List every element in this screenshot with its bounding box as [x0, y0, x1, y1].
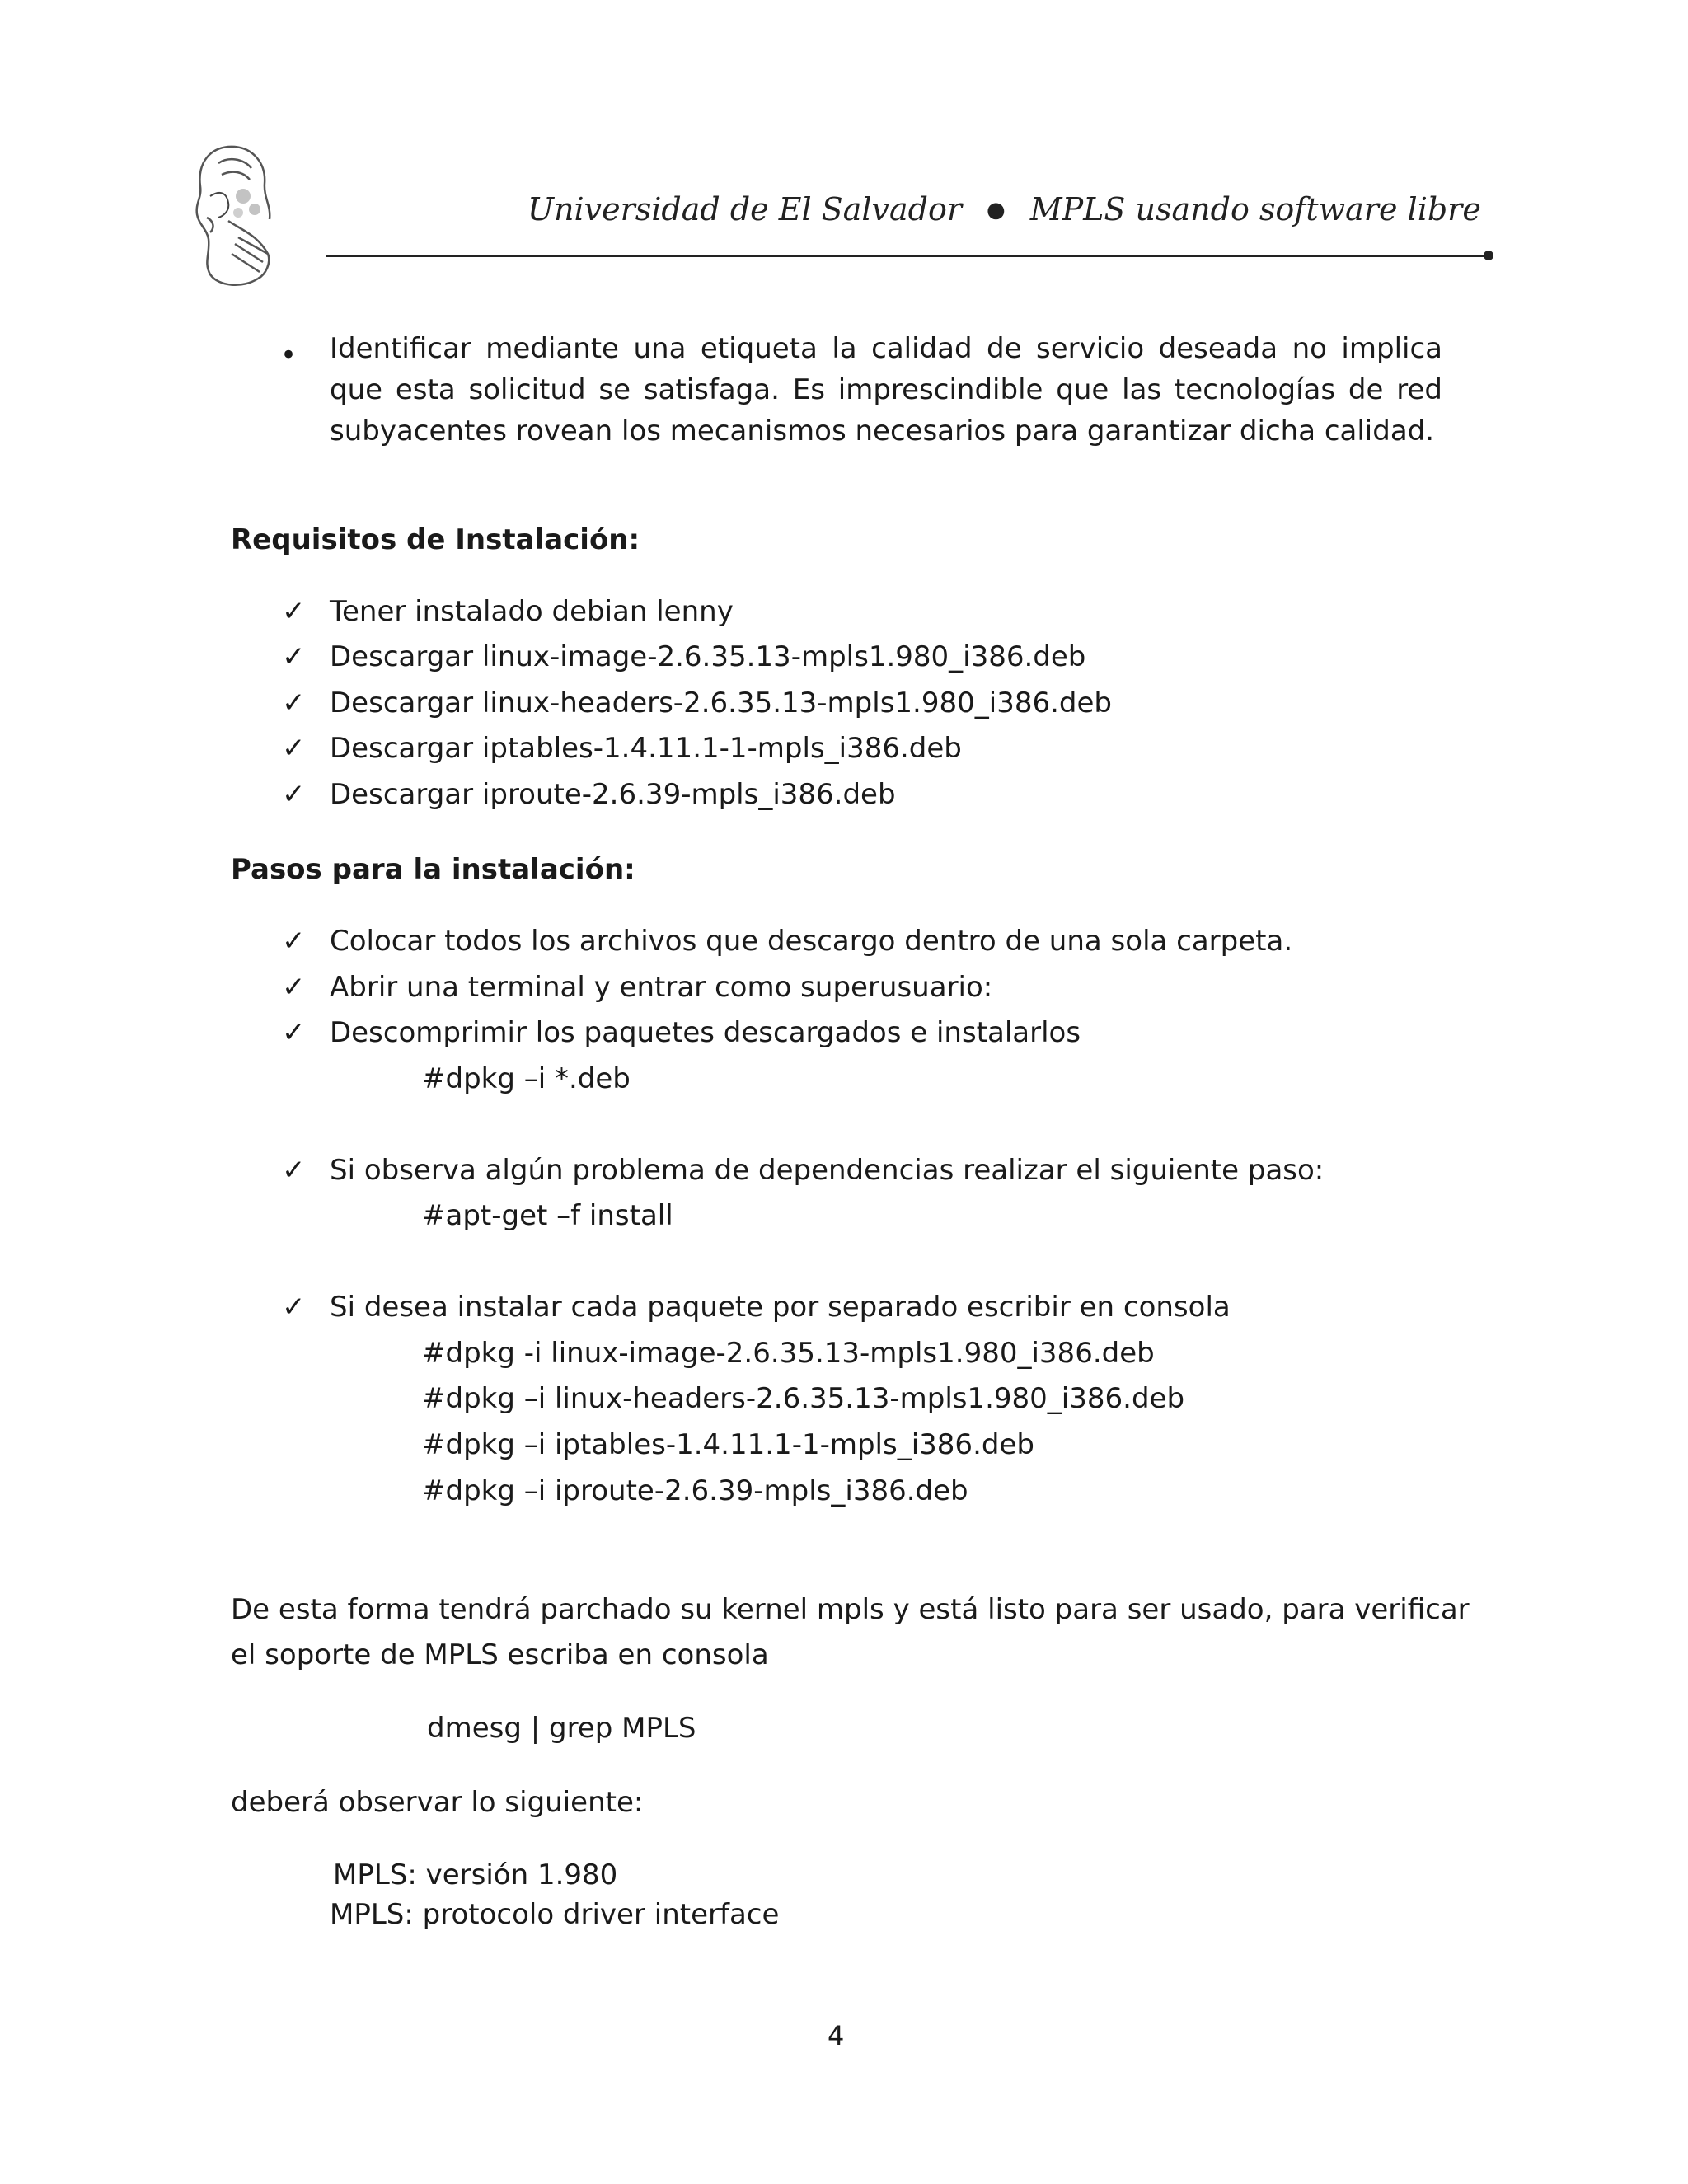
- header-rule: [326, 255, 1488, 257]
- console-output-line: MPLS: versión 1.980: [333, 1858, 618, 1891]
- check-icon: ✓: [282, 1154, 306, 1187]
- command-line: #dpkg –i iptables-1.4.11.1-1-mpls_i386.deb: [422, 1428, 1034, 1461]
- command-line: #dpkg –i linux-headers-2.6.35.13-mpls1.980_i386.deb: [422, 1382, 1185, 1415]
- requisito-item: Descargar iproute-2.6.39-mpls_i386.deb: [330, 778, 896, 811]
- paso-item: Si observa algún problema de dependencias realizar el siguiente paso:: [330, 1154, 1325, 1187]
- paso-item: Si desea instalar cada paquete por separado escribir en consola: [330, 1291, 1231, 1324]
- paso-item: Abrir una terminal y entrar como superusuario:: [330, 971, 993, 1004]
- check-icon: ✓: [282, 925, 306, 958]
- requisito-item: Descargar linux-image-2.6.35.13-mpls1.980_i386.deb: [330, 640, 1086, 673]
- requisito-item: Descargar iptables-1.4.11.1-1-mpls_i386.deb: [330, 732, 962, 765]
- requisitos-heading: Requisitos de Instalación:: [231, 523, 640, 556]
- conclusion-line: el soporte de MPLS escriba en consola: [231, 1638, 769, 1671]
- verify-command: dmesg | grep MPLS: [427, 1712, 696, 1745]
- bullet-marker: •: [280, 339, 298, 372]
- header-title: MPLS usando software libre: [1029, 191, 1481, 227]
- check-icon: ✓: [282, 778, 306, 811]
- university-logo: [185, 138, 280, 291]
- check-icon: ✓: [282, 1016, 306, 1049]
- check-icon: ✓: [282, 687, 306, 719]
- command-line: #dpkg -i linux-image-2.6.35.13-mpls1.980_i386.deb: [422, 1337, 1155, 1370]
- check-icon: ✓: [282, 640, 306, 673]
- header-rule-end-dot: [1484, 251, 1493, 260]
- header-separator: ●: [987, 198, 1006, 223]
- pasos-heading: Pasos para la instalación:: [231, 853, 635, 886]
- check-icon: ✓: [282, 732, 306, 765]
- console-output-line: MPLS: protocolo driver interface: [330, 1898, 780, 1931]
- command-line: #dpkg –i *.deb: [422, 1062, 631, 1095]
- running-header: [528, 191, 1481, 227]
- header-institution: Universidad de El Salvador: [528, 191, 963, 227]
- conclusion-line: De esta forma tendrá parchado su kernel mpls y está listo para ser usado, para verificar: [231, 1593, 1470, 1626]
- intro-bullet-text: Identificar mediante una etiqueta la calidad de servicio deseada no implica que esta solicitud se satisfaga. Es imprescindible que las tecnologías de red subyacentes rovean los mecanismos necesarios para garantizar dicha calidad.: [330, 332, 1442, 448]
- requisito-item: Tener instalado debian lenny: [330, 595, 734, 628]
- paso-item: Descomprimir los paquetes descargados e instalarlos: [330, 1016, 1081, 1049]
- paso-item: Colocar todos los archivos que descargo dentro de una sola carpeta.: [330, 925, 1293, 958]
- observe-text: deberá observar lo siguiente:: [231, 1786, 644, 1819]
- check-icon: ✓: [282, 1291, 306, 1324]
- check-icon: ✓: [282, 595, 306, 628]
- command-line: #apt-get –f install: [422, 1199, 673, 1232]
- command-line: #dpkg –i iproute-2.6.39-mpls_i386.deb: [422, 1474, 968, 1507]
- check-icon: ✓: [282, 971, 306, 1004]
- page-number: 4: [828, 2020, 845, 2051]
- requisito-item: Descargar linux-headers-2.6.35.13-mpls1.980_i386.deb: [330, 687, 1112, 719]
